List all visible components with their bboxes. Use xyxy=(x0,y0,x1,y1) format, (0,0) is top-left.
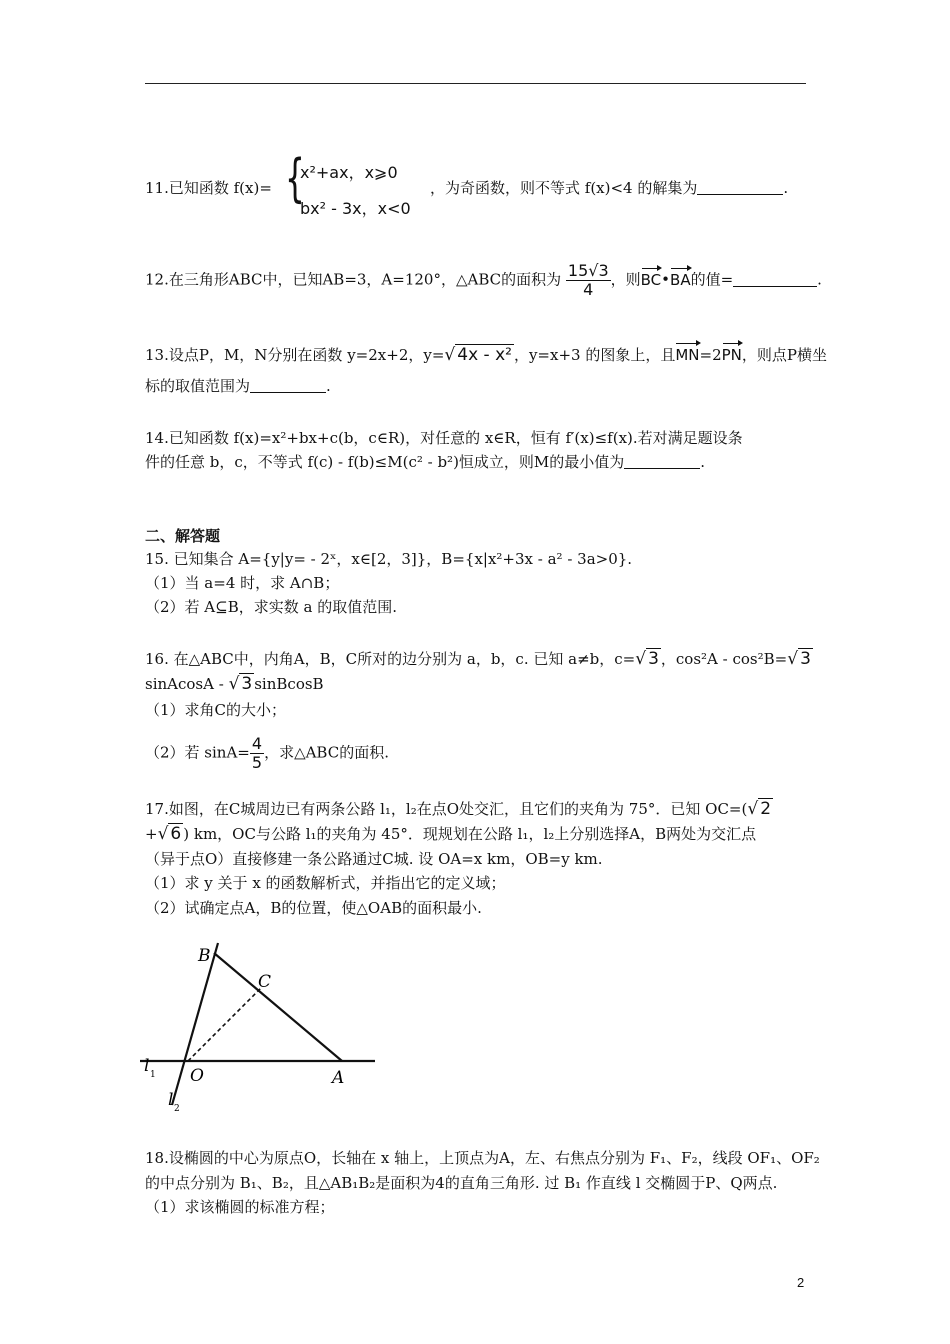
header-rule xyxy=(145,83,806,84)
label-a: A xyxy=(332,1068,345,1088)
vector-ba: BA xyxy=(670,266,691,290)
label-o: O xyxy=(190,1066,204,1086)
q12-line: 12.在三角形ABC中，已知AB=3，A=120°，△ABC的面积为 $\frac{15√3}{4}$ ，则BC•BA的值= . xyxy=(145,261,822,299)
q17-line2: +√ 6 ) km，OC与公路 l₁的夹角为 45°．现规划在公路 l₁，l₂上分别选择A，B两处为交汇点 xyxy=(145,824,757,844)
answer-blank[interactable] xyxy=(624,454,700,469)
q15-line1: 15. 已知集合 A={y|y= - 2ˣ，x∈[2，3]}，B={x|x²+3x - a² - 3a>0}. xyxy=(145,550,633,568)
answer-blank[interactable] xyxy=(697,180,783,195)
q18-line3: （1）求该椭圆的标准方程； xyxy=(145,1198,335,1216)
label-b: B xyxy=(198,946,211,966)
vector-bc: BC xyxy=(641,266,662,290)
q16-line2: sinAcosA - √ 3 sinBcosB xyxy=(145,674,324,694)
piecewise-brace: { xyxy=(285,149,305,209)
q15-line2: （1）当 a=4 时，求 A∩B； xyxy=(145,574,340,592)
q13-line1: 13.设点P，M，N分别在函数 y=2x+2，y=√ 4x - x² ，y=x+3 的图象上，且MN=2PN，则点P横坐 xyxy=(145,341,827,365)
vector-pn: PN xyxy=(722,341,742,365)
label-l1-sub: 1 xyxy=(150,1070,156,1080)
vector-mn: MN xyxy=(675,341,699,365)
q14-line1: 14.已知函数 f(x)=x²+bx+c(b，c∈R)，对任意的 x∈R，恒有 f′(x)≤f(x).若对满足题设条 xyxy=(145,429,743,447)
answer-blank[interactable] xyxy=(733,272,817,287)
q16-line1: 16. 在△ABC中，内角A，B，C所对的边分别为 a，b，c. 已知 a≠b，c=√ 3 ，cos²A - cos²B=√ 3 xyxy=(145,649,811,669)
answer-blank[interactable] xyxy=(250,378,326,393)
q17-line1: 17.如图，在C城周边已有两条公路 l₁，l₂在点O处交汇，且它们的夹角为 75°．已知 OC=(√ 2 xyxy=(145,799,772,819)
q12-fraction: $\frac{15√3}{4}$ xyxy=(567,261,609,299)
label-l2-sub: 2 xyxy=(174,1104,180,1114)
q17-line5: （2）试确定点A，B的位置，使△OAB的面积最小. xyxy=(145,899,482,917)
label-c: C xyxy=(258,972,272,992)
section-heading: 二、解答题 xyxy=(145,527,221,545)
segment-oc xyxy=(188,987,262,1061)
q16-line4: （2）若 sinA= $\frac{4}{5}$ ，求△ABC的面积. xyxy=(145,734,389,772)
q14-line2: 件的任意 b，c，不等式 f(c) - f(b)≤M(c² - b²)恒成立，则M的最小值为 . xyxy=(145,453,706,471)
label-l1: l xyxy=(144,1056,150,1076)
label-l2: l xyxy=(168,1090,174,1110)
page-number: 2 xyxy=(797,1275,805,1290)
q11-prefix: 11.已知函数 f(x)= xyxy=(145,179,272,197)
geometry-figure xyxy=(140,935,385,1115)
q16-line3: （1）求角C的大小； xyxy=(145,701,287,719)
q11-case1: x²+ax，x⩾0 xyxy=(300,163,398,182)
q13-line2: 标的取值范围为 . xyxy=(145,377,331,395)
q18-line1: 18.设椭圆的中心为原点O，长轴在 x 轴上，上顶点为A，左、右焦点分别为 F₁、F₂，线段 OF₁、OF₂ xyxy=(145,1149,820,1167)
sqrt-expression: √ 4x - x² xyxy=(444,345,512,365)
q11-suffix: ，为奇函数，则不等式 f(x)<4 的解集为 . xyxy=(430,179,789,197)
q17-line3: （异于点O）直接修建一条公路通过C城. 设 OA=x km，OB=y km. xyxy=(145,850,603,868)
segment-ba xyxy=(214,953,342,1061)
q15-line3: （2）若 A⊆B，求实数 a 的取值范围. xyxy=(145,598,397,616)
q18-line2: 的中点分别为 B₁、B₂，且△AB₁B₂是面积为4的直角三角形. 过 B₁ 作直线 l 交椭圆于P、Q两点. xyxy=(145,1174,778,1192)
q11-case2: bx² - 3x，x<0 xyxy=(300,199,411,218)
q17-line4: （1）求 y 关于 x 的函数解析式，并指出它的定义域； xyxy=(145,874,506,892)
